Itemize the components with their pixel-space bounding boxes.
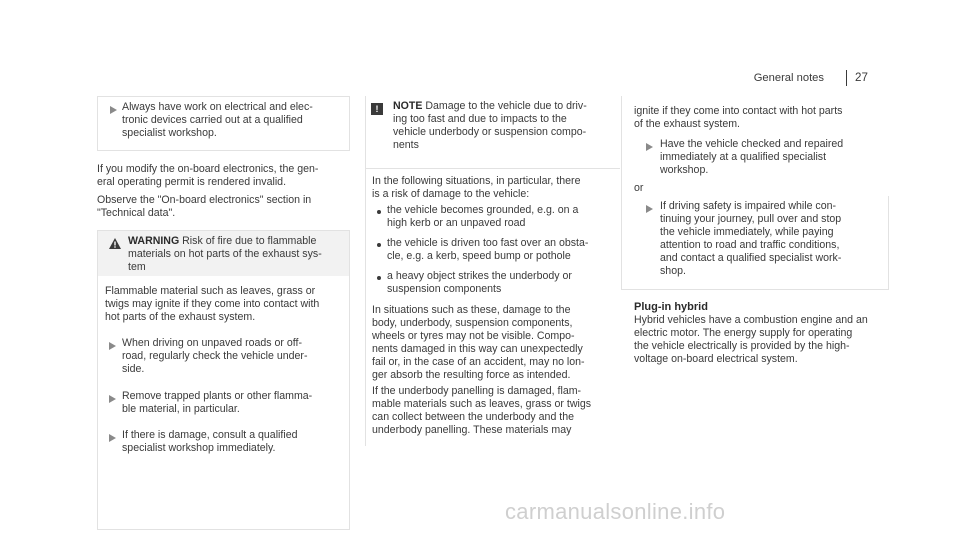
watermark: carmanualsonline.info: [505, 499, 726, 524]
note-divider: [365, 168, 620, 169]
note-title: NOTE: [393, 100, 423, 112]
paragraph-continued: ignite if they come into contact with hot parts of the exhaust system.: [634, 105, 843, 131]
step-arrow-icon: [110, 106, 117, 114]
section-title: General notes: [753, 72, 824, 84]
warning-triangle-icon: [109, 238, 121, 249]
step-arrow-icon: [646, 205, 653, 213]
warning-head-text: WARNING Risk of fire due to flammable materials on hot parts of the exhaust sys- tem: [128, 235, 322, 274]
note-intro: In the following situations, in particular, there is a risk of damage to the vehicle:: [372, 175, 581, 201]
or-label: or: [634, 182, 644, 194]
list-item: the vehicle becomes grounded, e.g. on a high kerb or an unpaved road: [387, 204, 579, 230]
warning-body: Flammable material such as leaves, grass or twigs may ignite if they come into contact with hot parts of the exhaust system.: [105, 285, 320, 324]
warning-step-3: If there is damage, consult a qualified specialist workshop immediately.: [122, 429, 298, 455]
bullet-icon: [377, 243, 381, 247]
paragraph-damage: In situations such as these, damage to the body, underbody, suspension components, wheels or tyres may not be visible. Compo- nents damaged in this way can unexpectedly fail or, in the case of an accident, may no lon- ger absorb the resulting force as intended.: [372, 304, 585, 382]
warning-step-1: When driving on unpaved roads or off- road, regularly check the vehicle under- side.: [122, 337, 308, 376]
note-head-text: NOTE Damage to the vehicle due to driv- ing too fast and due to impacts to the vehicle underbody or suspension compo- nents: [393, 100, 587, 152]
page-header: [710, 72, 880, 86]
step-arrow-icon: [646, 143, 653, 151]
step-arrow-icon: [109, 395, 116, 403]
note-exclamation-icon: !: [371, 103, 383, 115]
list-item: a heavy object strikes the underbody or suspension components: [387, 270, 572, 296]
list-item: the vehicle is driven too fast over an obsta- cle, e.g. a kerb, speed bump or pothole: [387, 237, 589, 263]
warning-title: WARNING: [128, 235, 180, 247]
warning-header: [98, 231, 349, 276]
warning-box: [97, 230, 350, 530]
step-arrow-icon: [109, 342, 116, 350]
bullet-icon: [377, 276, 381, 280]
column-rule: [365, 96, 366, 446]
step-arrow-icon: [109, 434, 116, 442]
header-divider: [846, 70, 847, 86]
bullet-icon: [377, 210, 381, 214]
step-text: Always have work on electrical and elec- tronic devices carried out at a qualified specialist workshop.: [122, 101, 313, 140]
plugin-hybrid-text: Hybrid vehicles have a combustion engine and an electric motor. The energy supply for operating the vehicle electrically is provided by the high- voltage on-board electrical system.: [634, 314, 868, 366]
step-box: [97, 96, 350, 151]
plugin-hybrid-title: Plug-in hybrid: [634, 301, 708, 313]
paragraph-observe: Observe the "On-board electronics" section in "Technical data".: [97, 194, 312, 220]
step-driving-safety: If driving safety is impaired while con- tinuing your journey, pull over and stop the vehicle immediately, while paying attention to road and traffic conditions, and contact a qualified specialist work- shop.: [660, 200, 842, 278]
paragraph-modify: If you modify the on-board electronics, the gen- eral operating permit is rendered invalid.: [97, 163, 319, 189]
paragraph-panelling: If the underbody panelling is damaged, flam- mable materials such as leaves, grass or twigs can collect between the underbody and the underbody panelling. These materials may: [372, 385, 592, 437]
page-number: 27: [855, 71, 868, 84]
step-have-checked: Have the vehicle checked and repaired immediately at a qualified specialist workshop.: [660, 138, 844, 177]
warning-step-2: Remove trapped plants or other flamma- ble material, in particular.: [122, 390, 313, 416]
